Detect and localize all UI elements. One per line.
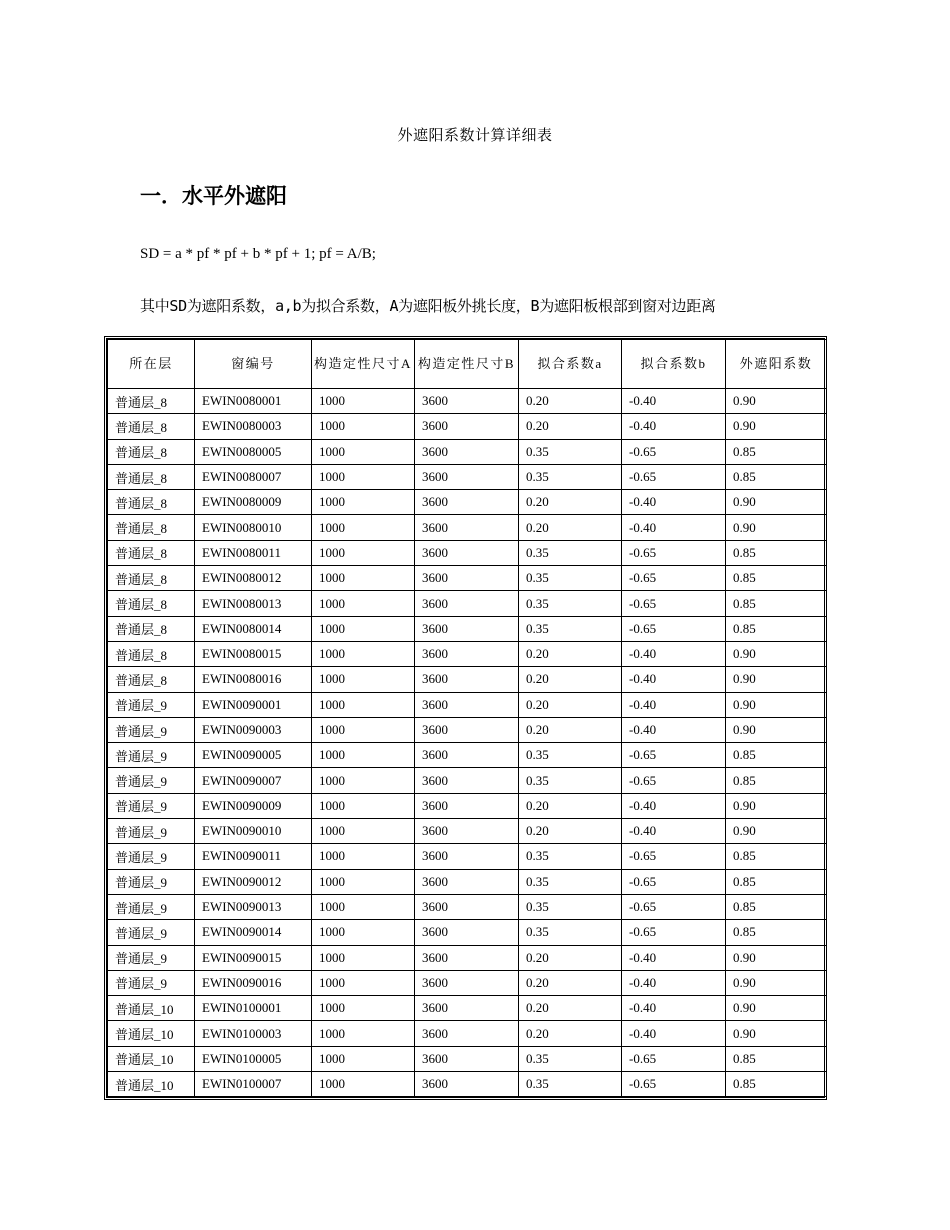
cell-window-id: EWIN0090014 <box>195 920 312 945</box>
cell-shading-coefficient: 0.85 <box>726 566 827 591</box>
table-row <box>108 844 827 869</box>
cell-floor: 普通层_8 <box>108 540 195 565</box>
cell-dimension-a: 1000 <box>312 869 415 894</box>
cell-shading-coefficient: 0.90 <box>726 1021 827 1046</box>
cell-dimension-b: 3600 <box>415 920 519 945</box>
cell-coefficient-a: 0.20 <box>519 1021 622 1046</box>
cell-shading-coefficient: 0.85 <box>726 540 827 565</box>
cell-coefficient-b: -0.40 <box>622 1021 726 1046</box>
cell-floor: 普通层_9 <box>108 692 195 717</box>
cell-coefficient-b: -0.65 <box>622 768 726 793</box>
cell-coefficient-b: -0.65 <box>622 540 726 565</box>
cell-shading-coefficient: 0.90 <box>726 414 827 439</box>
cell-window-id: EWIN0090016 <box>195 970 312 995</box>
cell-window-id: EWIN0080014 <box>195 616 312 641</box>
cell-coefficient-b: -0.65 <box>622 616 726 641</box>
header-floor: 所在层 <box>108 340 195 389</box>
cell-dimension-b: 3600 <box>415 717 519 742</box>
cell-coefficient-b: -0.65 <box>622 464 726 489</box>
cell-shading-coefficient: 0.90 <box>726 515 827 540</box>
cell-window-id: EWIN0080001 <box>195 389 312 414</box>
table-row <box>108 970 827 995</box>
cell-floor: 普通层_9 <box>108 793 195 818</box>
cell-window-id: EWIN0080015 <box>195 641 312 666</box>
cell-shading-coefficient: 0.90 <box>726 490 827 515</box>
cell-window-id: EWIN0080005 <box>195 439 312 464</box>
table-row <box>108 414 827 439</box>
cell-dimension-a: 1000 <box>312 414 415 439</box>
cell-coefficient-b: -0.40 <box>622 970 726 995</box>
cell-window-id: EWIN0080011 <box>195 540 312 565</box>
cell-floor: 普通层_8 <box>108 389 195 414</box>
cell-shading-coefficient: 0.85 <box>726 894 827 919</box>
cell-coefficient-a: 0.35 <box>519 1046 622 1071</box>
table-row <box>108 945 827 970</box>
cell-dimension-b: 3600 <box>415 1021 519 1046</box>
cell-dimension-b: 3600 <box>415 692 519 717</box>
cell-coefficient-a: 0.35 <box>519 566 622 591</box>
cell-coefficient-b: -0.40 <box>622 945 726 970</box>
cell-coefficient-b: -0.65 <box>622 591 726 616</box>
cell-coefficient-b: -0.40 <box>622 996 726 1021</box>
cell-coefficient-a: 0.35 <box>519 894 622 919</box>
description-text: 其中SD为遮阳系数，a,b为拟合系数，A为遮阳板外挑长度，B为遮阳板根部到窗对边距离 <box>140 297 716 315</box>
cell-floor: 普通层_9 <box>108 844 195 869</box>
cell-shading-coefficient: 0.90 <box>726 389 827 414</box>
cell-coefficient-a: 0.20 <box>519 414 622 439</box>
table-row <box>108 894 827 919</box>
cell-window-id: EWIN0090005 <box>195 743 312 768</box>
cell-shading-coefficient: 0.85 <box>726 920 827 945</box>
cell-floor: 普通层_8 <box>108 667 195 692</box>
table-row <box>108 717 827 742</box>
cell-dimension-b: 3600 <box>415 641 519 666</box>
cell-dimension-b: 3600 <box>415 439 519 464</box>
cell-shading-coefficient: 0.85 <box>726 464 827 489</box>
cell-window-id: EWIN0090010 <box>195 819 312 844</box>
cell-shading-coefficient: 0.90 <box>726 996 827 1021</box>
cell-coefficient-a: 0.20 <box>519 641 622 666</box>
cell-shading-coefficient: 0.90 <box>726 717 827 742</box>
cell-floor: 普通层_8 <box>108 490 195 515</box>
table-row <box>108 616 827 641</box>
cell-dimension-b: 3600 <box>415 894 519 919</box>
cell-floor: 普通层_9 <box>108 920 195 945</box>
table-row <box>108 566 827 591</box>
cell-coefficient-b: -0.65 <box>622 894 726 919</box>
cell-floor: 普通层_10 <box>108 1046 195 1071</box>
cell-dimension-a: 1000 <box>312 970 415 995</box>
cell-coefficient-b: -0.40 <box>622 641 726 666</box>
cell-shading-coefficient: 0.90 <box>726 641 827 666</box>
cell-dimension-b: 3600 <box>415 667 519 692</box>
cell-shading-coefficient: 0.90 <box>726 945 827 970</box>
cell-shading-coefficient: 0.90 <box>726 819 827 844</box>
table-row <box>108 819 827 844</box>
cell-coefficient-a: 0.35 <box>519 616 622 641</box>
cell-dimension-a: 1000 <box>312 515 415 540</box>
cell-coefficient-b: -0.40 <box>622 515 726 540</box>
cell-dimension-b: 3600 <box>415 464 519 489</box>
cell-dimension-a: 1000 <box>312 844 415 869</box>
cell-dimension-b: 3600 <box>415 970 519 995</box>
cell-dimension-a: 1000 <box>312 464 415 489</box>
cell-floor: 普通层_8 <box>108 566 195 591</box>
cell-shading-coefficient: 0.85 <box>726 1046 827 1071</box>
header-coefficient-b: 拟合系数b <box>622 340 726 389</box>
cell-dimension-a: 1000 <box>312 667 415 692</box>
table-row <box>108 389 827 414</box>
table-row <box>108 743 827 768</box>
header-shading-coefficient: 外遮阳系数 <box>726 340 827 389</box>
cell-dimension-a: 1000 <box>312 540 415 565</box>
cell-coefficient-a: 0.20 <box>519 667 622 692</box>
cell-dimension-a: 1000 <box>312 1021 415 1046</box>
cell-shading-coefficient: 0.85 <box>726 439 827 464</box>
cell-coefficient-a: 0.35 <box>519 464 622 489</box>
cell-coefficient-a: 0.35 <box>519 920 622 945</box>
cell-coefficient-a: 0.20 <box>519 717 622 742</box>
cell-floor: 普通层_9 <box>108 869 195 894</box>
cell-floor: 普通层_10 <box>108 1021 195 1046</box>
cell-floor: 普通层_8 <box>108 591 195 616</box>
cell-coefficient-b: -0.65 <box>622 869 726 894</box>
cell-shading-coefficient: 0.85 <box>726 591 827 616</box>
cell-window-id: EWIN0100003 <box>195 1021 312 1046</box>
cell-dimension-a: 1000 <box>312 1072 415 1097</box>
cell-dimension-a: 1000 <box>312 996 415 1021</box>
cell-window-id: EWIN0080012 <box>195 566 312 591</box>
cell-coefficient-b: -0.65 <box>622 920 726 945</box>
cell-shading-coefficient: 0.85 <box>726 844 827 869</box>
cell-dimension-a: 1000 <box>312 591 415 616</box>
cell-dimension-b: 3600 <box>415 768 519 793</box>
cell-floor: 普通层_10 <box>108 1072 195 1097</box>
cell-dimension-a: 1000 <box>312 793 415 818</box>
page-title: 外遮阳系数计算详细表 <box>397 128 553 144</box>
cell-dimension-b: 3600 <box>415 996 519 1021</box>
cell-shading-coefficient: 0.90 <box>726 667 827 692</box>
cell-dimension-b: 3600 <box>415 743 519 768</box>
cell-coefficient-a: 0.35 <box>519 869 622 894</box>
cell-dimension-b: 3600 <box>415 414 519 439</box>
cell-floor: 普通层_9 <box>108 743 195 768</box>
cell-shading-coefficient: 0.85 <box>726 616 827 641</box>
cell-coefficient-a: 0.20 <box>519 515 622 540</box>
cell-coefficient-a: 0.35 <box>519 768 622 793</box>
cell-dimension-b: 3600 <box>415 591 519 616</box>
cell-coefficient-a: 0.20 <box>519 692 622 717</box>
cell-floor: 普通层_8 <box>108 414 195 439</box>
cell-coefficient-b: -0.40 <box>622 717 726 742</box>
table-header-row <box>108 340 827 389</box>
cell-floor: 普通层_10 <box>108 996 195 1021</box>
shading-coefficient-table <box>107 339 827 1097</box>
cell-dimension-a: 1000 <box>312 743 415 768</box>
cell-floor: 普通层_8 <box>108 641 195 666</box>
cell-shading-coefficient: 0.85 <box>726 869 827 894</box>
cell-floor: 普通层_8 <box>108 616 195 641</box>
cell-dimension-a: 1000 <box>312 566 415 591</box>
cell-dimension-b: 3600 <box>415 616 519 641</box>
table-row <box>108 920 827 945</box>
cell-window-id: EWIN0090003 <box>195 717 312 742</box>
cell-window-id: EWIN0090009 <box>195 793 312 818</box>
cell-dimension-b: 3600 <box>415 490 519 515</box>
cell-dimension-b: 3600 <box>415 945 519 970</box>
cell-floor: 普通层_8 <box>108 515 195 540</box>
cell-coefficient-b: -0.65 <box>622 1072 726 1097</box>
cell-shading-coefficient: 0.90 <box>726 793 827 818</box>
cell-coefficient-a: 0.35 <box>519 439 622 464</box>
cell-dimension-a: 1000 <box>312 920 415 945</box>
table-row <box>108 591 827 616</box>
cell-dimension-b: 3600 <box>415 1046 519 1071</box>
cell-floor: 普通层_8 <box>108 439 195 464</box>
table-row <box>108 439 827 464</box>
table-row <box>108 1072 827 1097</box>
table-row <box>108 768 827 793</box>
cell-floor: 普通层_9 <box>108 894 195 919</box>
cell-coefficient-a: 0.35 <box>519 540 622 565</box>
cell-coefficient-a: 0.20 <box>519 996 622 1021</box>
cell-dimension-a: 1000 <box>312 1046 415 1071</box>
cell-dimension-b: 3600 <box>415 1072 519 1097</box>
cell-window-id: EWIN0090001 <box>195 692 312 717</box>
cell-coefficient-b: -0.40 <box>622 490 726 515</box>
cell-window-id: EWIN0080013 <box>195 591 312 616</box>
cell-dimension-a: 1000 <box>312 616 415 641</box>
table-row <box>108 464 827 489</box>
table-row <box>108 667 827 692</box>
cell-window-id: EWIN0080010 <box>195 515 312 540</box>
table-body <box>108 389 827 1097</box>
table-row <box>108 996 827 1021</box>
cell-dimension-b: 3600 <box>415 793 519 818</box>
cell-coefficient-a: 0.20 <box>519 945 622 970</box>
table-row <box>108 515 827 540</box>
cell-coefficient-a: 0.20 <box>519 389 622 414</box>
cell-shading-coefficient: 0.90 <box>726 970 827 995</box>
cell-coefficient-a: 0.35 <box>519 844 622 869</box>
cell-coefficient-b: -0.65 <box>622 439 726 464</box>
cell-dimension-a: 1000 <box>312 439 415 464</box>
cell-window-id: EWIN0090012 <box>195 869 312 894</box>
cell-dimension-a: 1000 <box>312 894 415 919</box>
cell-coefficient-a: 0.35 <box>519 591 622 616</box>
cell-coefficient-b: -0.40 <box>622 692 726 717</box>
cell-window-id: EWIN0080003 <box>195 414 312 439</box>
cell-dimension-a: 1000 <box>312 490 415 515</box>
cell-coefficient-a: 0.35 <box>519 1072 622 1097</box>
cell-coefficient-b: -0.40 <box>622 667 726 692</box>
cell-coefficient-a: 0.20 <box>519 793 622 818</box>
cell-window-id: EWIN0100007 <box>195 1072 312 1097</box>
cell-dimension-a: 1000 <box>312 717 415 742</box>
cell-shading-coefficient: 0.85 <box>726 768 827 793</box>
cell-dimension-a: 1000 <box>312 692 415 717</box>
cell-floor: 普通层_9 <box>108 945 195 970</box>
cell-coefficient-b: -0.65 <box>622 566 726 591</box>
cell-coefficient-a: 0.35 <box>519 743 622 768</box>
cell-dimension-b: 3600 <box>415 844 519 869</box>
cell-window-id: EWIN0080007 <box>195 464 312 489</box>
cell-window-id: EWIN0090015 <box>195 945 312 970</box>
table-row <box>108 1046 827 1071</box>
cell-coefficient-b: -0.65 <box>622 743 726 768</box>
cell-dimension-a: 1000 <box>312 768 415 793</box>
header-coefficient-a: 拟合系数a <box>519 340 622 389</box>
cell-dimension-a: 1000 <box>312 389 415 414</box>
table-row <box>108 793 827 818</box>
header-dimension-b: 构造定性尺寸B <box>415 340 519 389</box>
section-heading: 一．水平外遮阳 <box>140 183 287 208</box>
table-row <box>108 869 827 894</box>
cell-window-id: EWIN0090007 <box>195 768 312 793</box>
cell-floor: 普通层_9 <box>108 717 195 742</box>
cell-dimension-b: 3600 <box>415 515 519 540</box>
cell-coefficient-b: -0.40 <box>622 389 726 414</box>
cell-floor: 普通层_9 <box>108 768 195 793</box>
cell-floor: 普通层_9 <box>108 819 195 844</box>
cell-floor: 普通层_8 <box>108 464 195 489</box>
cell-floor: 普通层_9 <box>108 970 195 995</box>
cell-window-id: EWIN0100001 <box>195 996 312 1021</box>
table-row <box>108 641 827 666</box>
cell-dimension-b: 3600 <box>415 819 519 844</box>
cell-coefficient-a: 0.20 <box>519 819 622 844</box>
cell-window-id: EWIN0080016 <box>195 667 312 692</box>
cell-dimension-a: 1000 <box>312 945 415 970</box>
table-row <box>108 1021 827 1046</box>
cell-coefficient-a: 0.20 <box>519 490 622 515</box>
cell-coefficient-b: -0.40 <box>622 414 726 439</box>
header-window-id: 窗编号 <box>195 340 312 389</box>
cell-dimension-a: 1000 <box>312 641 415 666</box>
cell-coefficient-b: -0.65 <box>622 1046 726 1071</box>
cell-dimension-b: 3600 <box>415 869 519 894</box>
cell-window-id: EWIN0100005 <box>195 1046 312 1071</box>
table-row <box>108 490 827 515</box>
cell-coefficient-b: -0.40 <box>622 819 726 844</box>
cell-window-id: EWIN0090011 <box>195 844 312 869</box>
formula-text: SD = a * pf * pf + b * pf + 1; pf = A/B; <box>140 246 376 262</box>
cell-dimension-a: 1000 <box>312 819 415 844</box>
cell-coefficient-b: -0.65 <box>622 844 726 869</box>
cell-dimension-b: 3600 <box>415 389 519 414</box>
cell-coefficient-b: -0.40 <box>622 793 726 818</box>
cell-window-id: EWIN0090013 <box>195 894 312 919</box>
cell-shading-coefficient: 0.85 <box>726 743 827 768</box>
cell-shading-coefficient: 0.85 <box>726 1072 827 1097</box>
cell-coefficient-a: 0.20 <box>519 970 622 995</box>
table-row <box>108 692 827 717</box>
cell-dimension-b: 3600 <box>415 540 519 565</box>
shading-table-container <box>104 336 827 1100</box>
table-row <box>108 540 827 565</box>
cell-window-id: EWIN0080009 <box>195 490 312 515</box>
cell-dimension-b: 3600 <box>415 566 519 591</box>
cell-shading-coefficient: 0.90 <box>726 692 827 717</box>
header-dimension-a: 构造定性尺寸A <box>312 340 415 389</box>
